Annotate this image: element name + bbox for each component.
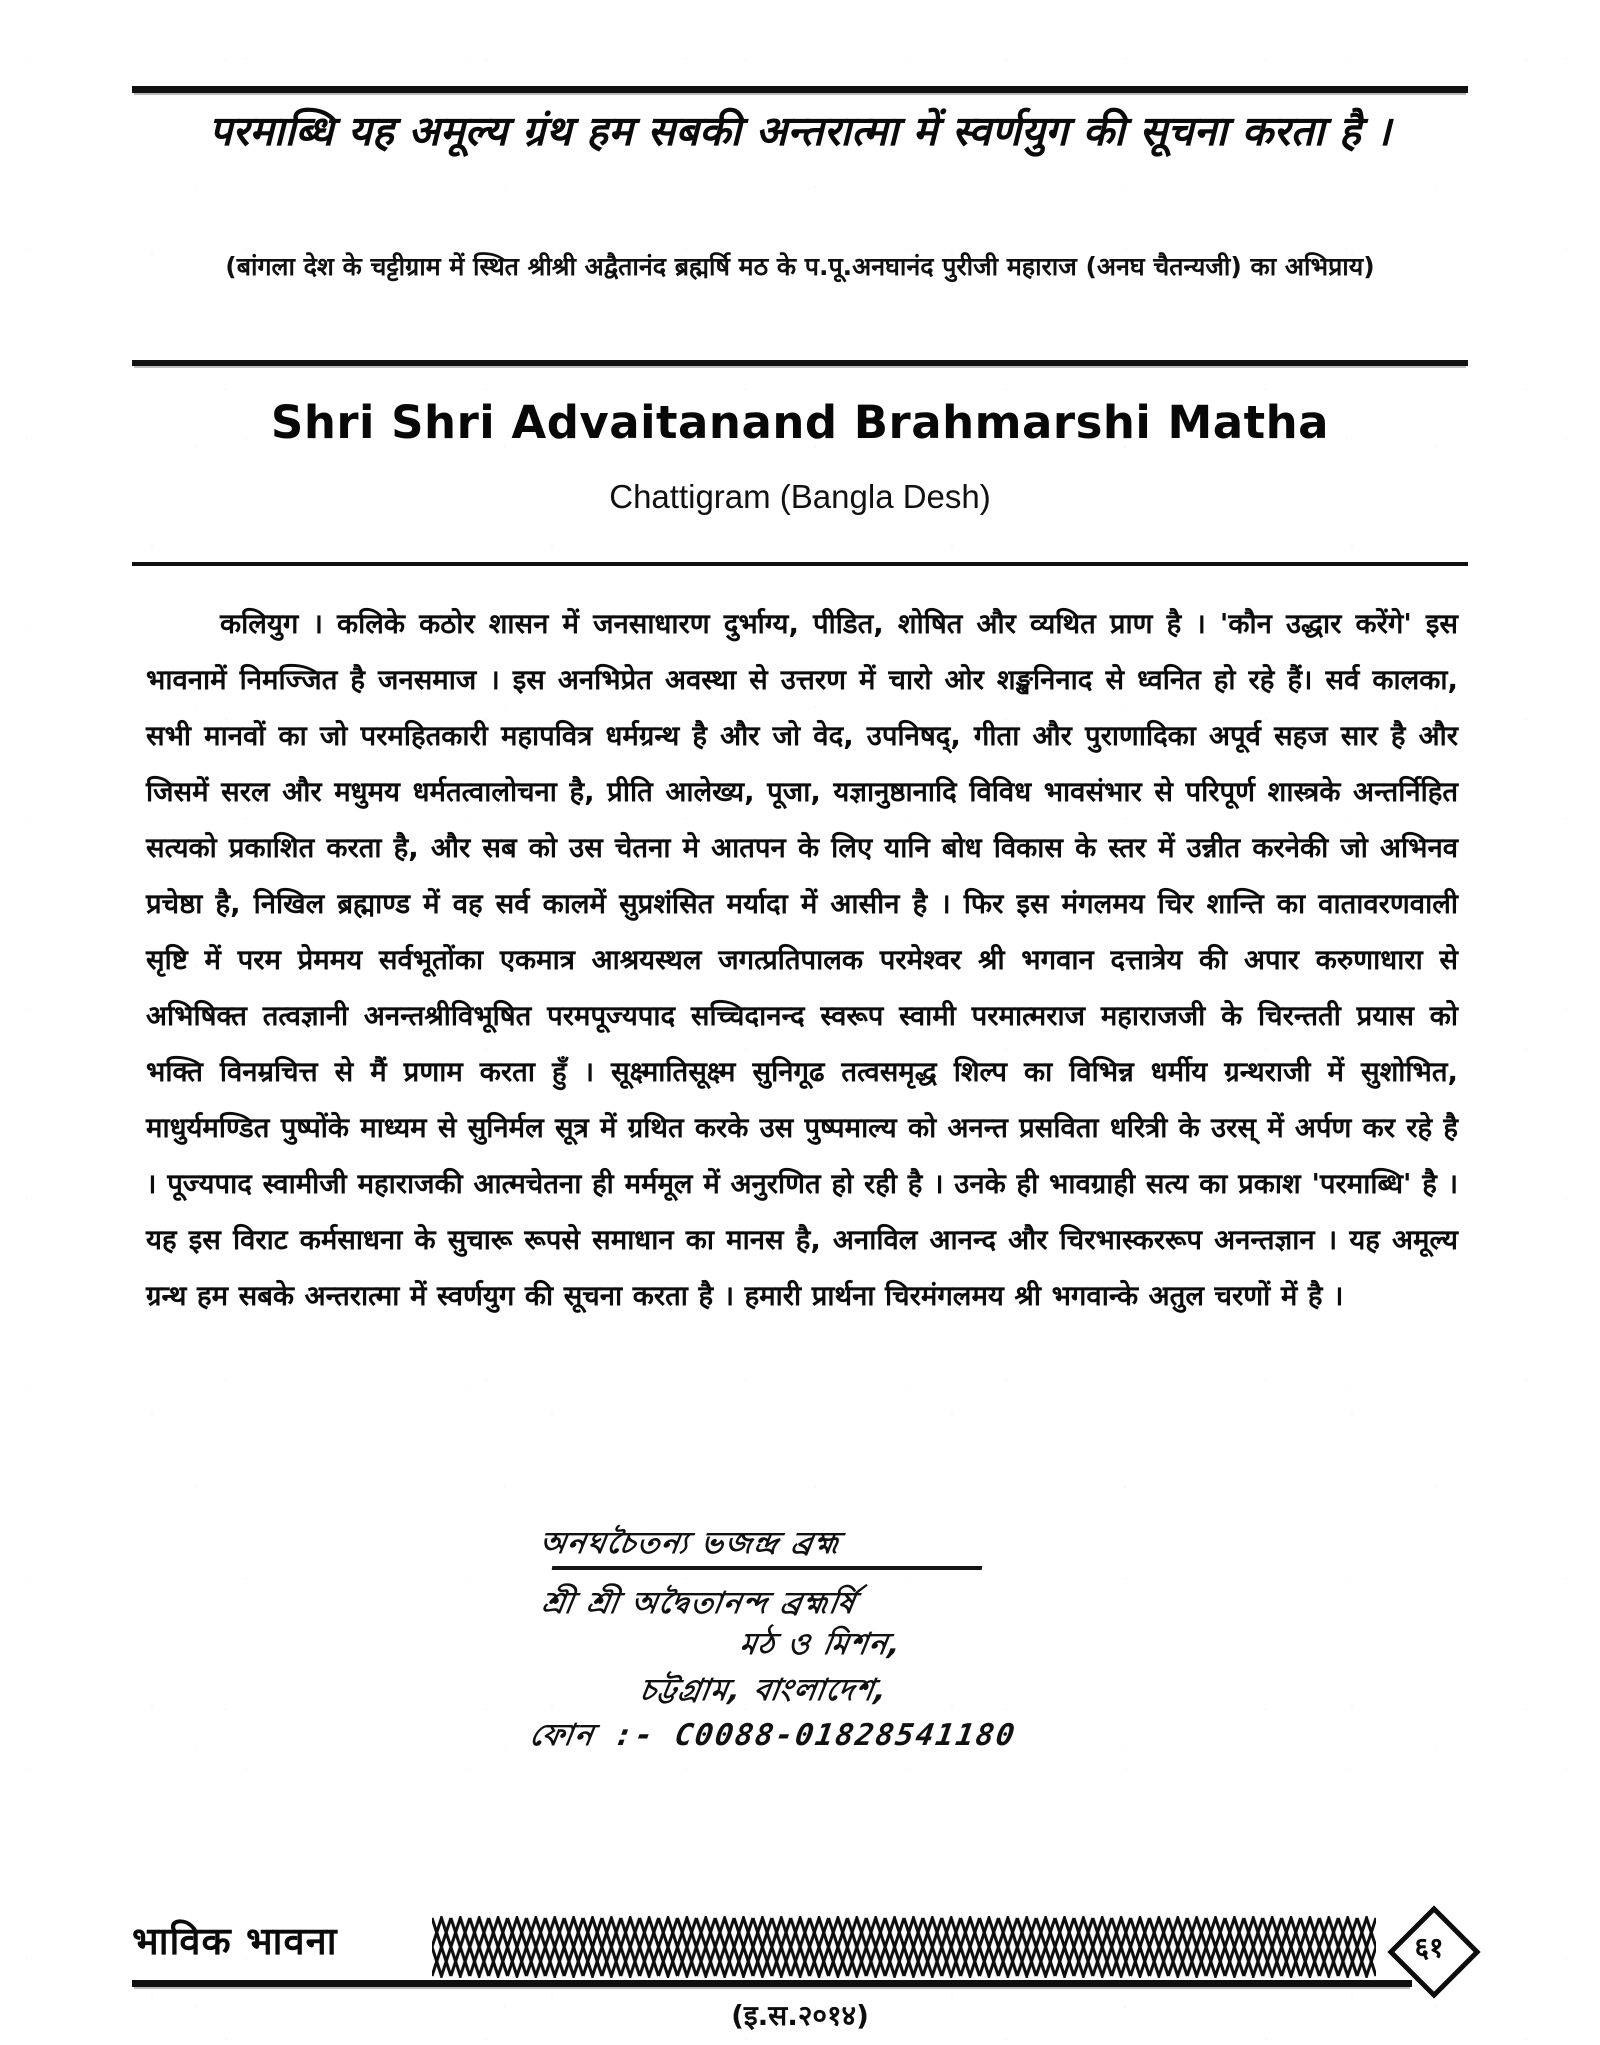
- signature-underline: [552, 1566, 983, 1570]
- matha-name-heading: Shri Shri Advaitanand Brahmarshi Matha: [270, 396, 1330, 449]
- footer-year: (इ.स.२०१४): [731, 1999, 869, 2032]
- page-number-diamond-icon: [1390, 1908, 1468, 1986]
- header-attribution: (बांगला देश के चट्टीग्राम में स्थित श्रीश्री अद्वैतानंद ब्रह्मर्षि मठ के प.पू.अनघानंद पुरीजी महाराज (अनघ चैतन्यजी) का अभिप्राय): [225, 252, 1375, 281]
- footer-ornament-icon: [432, 1916, 1376, 1978]
- header-divider-top: [132, 86, 1468, 93]
- body-container: [146, 596, 1458, 1324]
- page-number: ६१: [1414, 1931, 1444, 1964]
- body-paragraph: कलियुग । कलिके कठोर शासन में जनसाधारण दुर्भाग्य, पीडित, शोषित और व्यथित प्राण है । 'कौन उद्धार करेंगे' इस भावनामें निमज्जित है जनसमाज । इस अनभिप्रेत अवस्था से उत्तरण में चारो ओर शङ्खनिनाद से ध्वनित हो रहे हैं। सर्व कालका, सभी मानवों का जो परमहितकारी महापवित्र धर्मग्रन्थ है और जो वेद, उपनिषद्, गीता और पुराणादिका अपूर्व सहज सार है और जिसमें सरल और मधुमय धर्मतत्वालोचना है, प्रीति आलेख्य, पूजा, यज्ञानुष्ठानादि विविध भावसंभार से परिपूर्ण शास्त्रके अन्तर्निहित सत्यको प्रकाशित करता है, और सब को उस चेतना मे आतपन के लिए यानि बोध विकास के स्तर में उन्नीत करनेकी जो अभिनव प्रचेष्ठा है, निखिल ब्रह्माण्ड में वह सर्व कालमें सुप्रशंसित मर्यादा में आसीन है । फिर इस मंगलमय चिर शान्ति का वातावरणवाली सृष्टि में परम प्रेममय सर्वभूतोंका एकमात्र आश्रयस्थल जगत्प्रतिपालक परमेश्वर श्री भगवान दत्तात्रेय की अपार करुणाधारा से अभिषिक्त तत्वज्ञानी अनन्तश्रीविभूषित परमपूज्यपाद सच्चिदानन्द स्वरूप स्वामी परमात्मराज महाराजजी के चिरन्तती प्रयास को भक्ति विनम्रचित्त से मैं प्रणाम करता हुँ । सूक्ष्मातिसूक्ष्म सुनिगूढ तत्वसमृद्ध शिल्प का विभिन्न धर्मीय ग्रन्थराजी में सुशोभित, माधुर्यमण्डित पुष्पोंके माध्यम से सुनिर्मल सूत्र में ग्रथित करके उस पुष्पमाल्य को अनन्त प्रसविता धरित्री के उरस् में अर्पण कर रहे है । पूज्यपाद स्वामीजी महाराजकी आत्मचेतना ही मर्ममूल में अनुरणित हो रही है । उनके ही भावग्राही सत्य का प्रकाश 'परमाब्धि' है । यह इस विराट कर्मसाधना के सुचारू रूपसे समाधान का मानस है, अनाविल आनन्द और चिरभास्क‍ररूप अनन्तज्ञान । यह अमूल्य ग्रन्थ हम सबके अन्तरात्मा में स्वर्णयुग की सूचना करता है । हमारी प्रार्थना चिरमंगलमय श्री भगवान्के अतुल चरणों में है ।: [146, 608, 1458, 1312]
- signature-line-1: অনঘচৈতন্য ভজন্দ্ৰ ব্ৰহ্ম: [537, 1526, 843, 1561]
- signature-line-3: মঠ ও মিশন,: [737, 1627, 905, 1662]
- matha-location-subheading: Chattigram (Bangla Desh): [609, 478, 991, 515]
- signature-line-4: চট্টগ্ৰাম, বাংলাদেশ,: [637, 1672, 891, 1708]
- handwritten-signature-block: [527, 1526, 1430, 1753]
- page-title: परमाब्धि यह अमूल्य ग्रंथ हम सबकी अन्तरात्मा में स्वर्णयुग की सूचना करता है ।: [208, 107, 1392, 155]
- footer-divider: [132, 1980, 1412, 1987]
- header-divider-middle: [132, 360, 1468, 366]
- footer-section-label: भाविक भावना: [132, 1919, 338, 1963]
- signature-line-2: শ্ৰী শ্ৰী অদ্বৈতানন্দ ব্ৰহ্মৰ্ষি: [539, 1585, 859, 1621]
- page-footer: [132, 1906, 1468, 1992]
- signature-phone-line: ফোন :- C0088-01828541180: [527, 1718, 1019, 1753]
- header-divider-lower: [132, 562, 1468, 566]
